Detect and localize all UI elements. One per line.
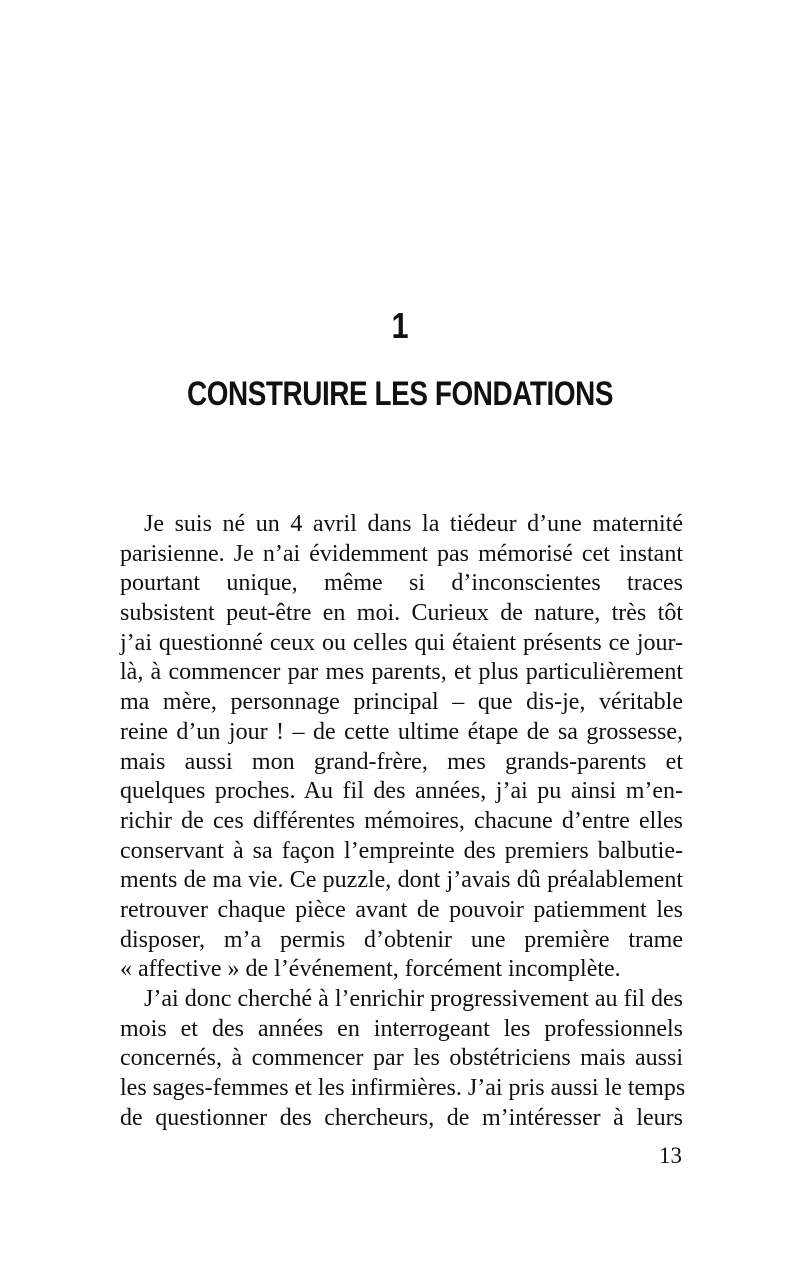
text-line: les sages-femmes et les infirmières. J’ai pris aussi le temps [120,1075,686,1102]
text-line: quelques proches. Au fil des années, j’ai pu ainsi m’en- [120,778,683,805]
text-line: là, à commencer par mes parents, et plus particulièrement [120,659,683,686]
text-line: de questionner des chercheurs, de m’intéresser à leurs [120,1104,683,1131]
text-line: disposer, m’a permis d’obtenir une première trame [120,926,683,953]
text-line: subsistent peut-être en moi. Curieux de nature, très tôt [120,600,683,627]
text-line: richir de ces différentes mémoires, chacune d’entre elles [120,807,683,834]
text-line: mois et des années en interrogeant les professionnels [120,1015,683,1042]
chapter-title: CONSTRUIRE LES FONDATIONS [186,375,614,413]
body-text [120,510,686,1133]
text-line: retrouver chaque pièce avant de pouvoir patiemment les [120,896,683,923]
text-line: « affective » de l’événement, forcément incomplète. [120,956,621,983]
text-line: mais aussi mon grand-frère, mes grands-parents et [120,748,683,775]
text-line: j’ai questionné ceux ou celles qui étaient présents ce jour- [120,629,683,656]
text-line: conservant à sa façon l’empreinte des premiers balbutie- [120,837,683,864]
text-line: ments de ma vie. Ce puzzle, dont j’avais dû préalablement [120,867,683,894]
text-line: pourtant unique, même si d’inconscientes traces [120,570,683,597]
text-line: parisienne. Je n’ai évidemment pas mémorisé cet instant [120,540,683,567]
text-line: Je suis né un 4 avril dans la tiédeur d’une maternité [144,511,683,537]
chapter-number: 1 [391,305,409,346]
text-line: ma mère, personnage principal – que dis-je, véritable [120,689,683,716]
text-line: J’ai donc cherché à l’enrichir progressivement au fil des [144,986,683,1012]
text-line: concernés, à commencer par les obstétriciens mais aussi [120,1045,683,1072]
text-line: reine d’un jour ! – de cette ultime étape de sa grossesse, [120,718,683,745]
page-number: 13 [659,1143,682,1168]
